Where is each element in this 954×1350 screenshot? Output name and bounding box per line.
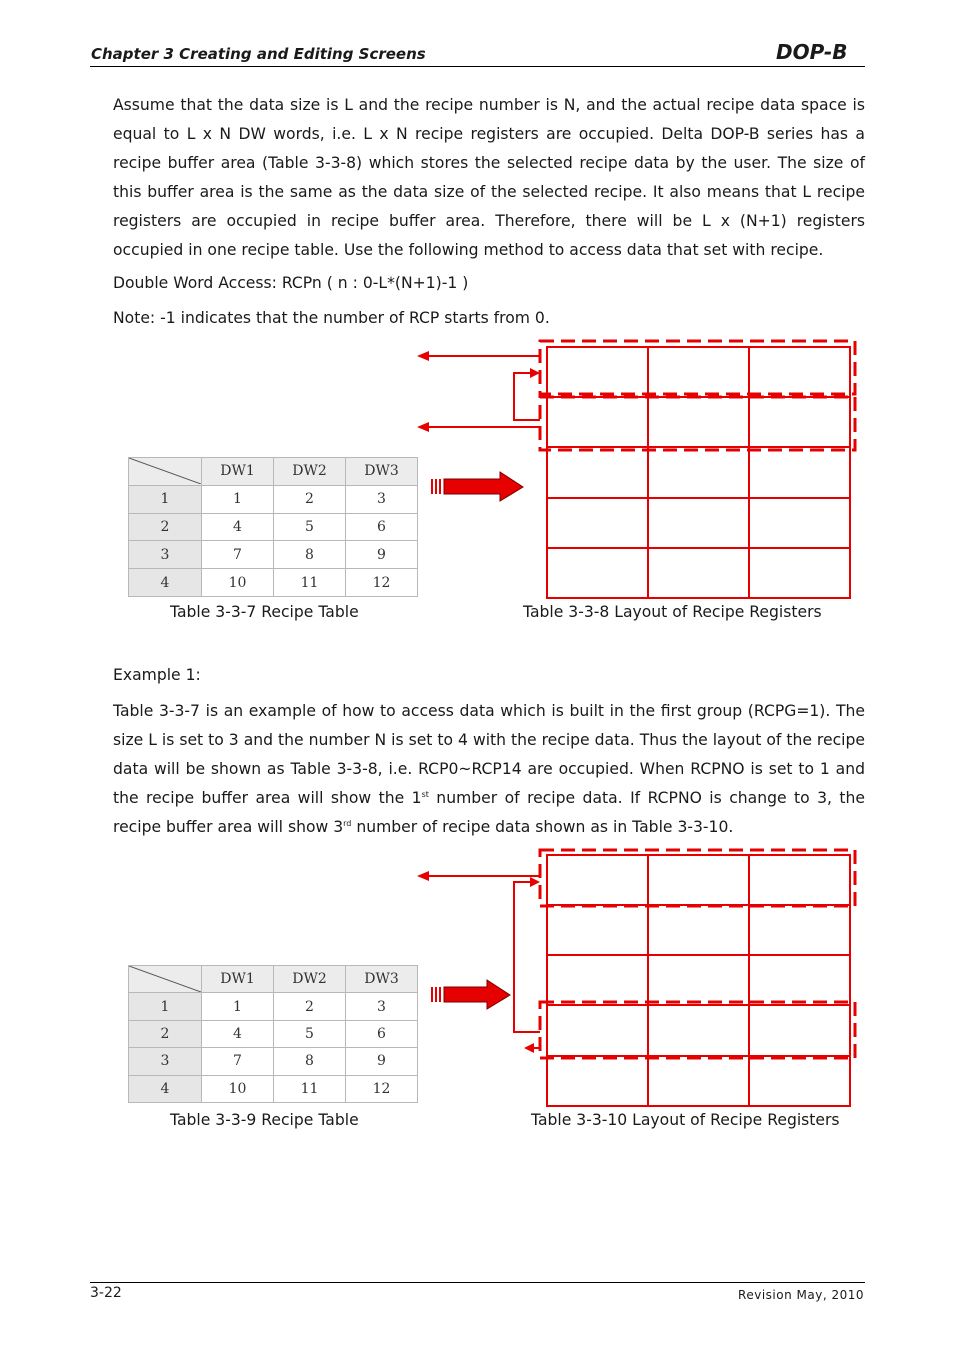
table-cell: 10 [202,1075,274,1102]
chapter-title: Chapter 3 Creating and Editing Screens [91,45,426,63]
table-row [129,993,418,1020]
table-corner [129,966,202,993]
table-cell: 9 [346,1048,418,1075]
register-grid [547,855,850,1106]
col-header: DW1 [202,458,274,486]
table-row [129,541,418,569]
table-cell: 6 [346,1020,418,1047]
table-cell: 7 [202,1048,274,1075]
table-row [129,513,418,541]
col-header: DW3 [346,966,418,993]
table-row [129,1048,418,1075]
table-cell: 12 [346,1075,418,1102]
col-header: DW2 [274,966,346,993]
dop-b-logo: DOP-B [776,40,848,64]
arrow-head-icon [417,871,429,881]
table-cell: 1 [202,485,274,513]
table-cell: 12 [346,569,418,597]
table-cell: 5 [274,1020,346,1047]
layout-caption-1: Table 3-3-8 Layout of Recipe Registers [523,603,822,621]
table-caption-2: Table 3-3-9 Recipe Table [170,1111,359,1129]
table-cell: 2 [274,485,346,513]
table-cell: 3 [346,993,418,1020]
page-number: 3-22 [90,1285,122,1301]
header-rule [90,66,865,67]
row-header: 3 [129,541,202,569]
row-header: 4 [129,569,202,597]
revision-label: Revision May, 2010 [738,1288,864,1302]
arrow-head-icon [524,1043,534,1053]
recipe-table-2 [128,965,418,1103]
table-row [129,569,418,597]
row-header: 4 [129,1075,202,1102]
table-cell: 7 [202,541,274,569]
table-cell: 1 [202,993,274,1020]
table-cell: 11 [274,1075,346,1102]
layout-caption-2: Table 3-3-10 Layout of Recipe Registers [531,1111,840,1129]
row-header: 1 [129,485,202,513]
block-arrow-icon [431,472,523,501]
recipe-table-1 [128,457,418,597]
table-cell: 3 [346,485,418,513]
table-caption-1: Table 3-3-7 Recipe Table [170,603,359,621]
table-cell: 8 [274,541,346,569]
buffer-area-outline [540,341,855,394]
table-corner [129,458,202,486]
table-cell: 4 [202,1020,274,1047]
footer-rule [90,1282,865,1283]
table-cell: 8 [274,1048,346,1075]
table-cell: 4 [202,513,274,541]
selected-recipe-outline [540,397,855,450]
block-arrow-icon [431,980,510,1009]
table-cell: 2 [274,993,346,1020]
selected-recipe-outline [540,1002,855,1058]
intro-paragraph: Assume that the data size is L and the recipe number is N, and the actual recipe data space is equal to L x N DW words, i.e. L x N recipe registers are occupied. Delta DOP-B series has a recipe buffer area (Table 3-3-8) which stores the selected recipe data by the user. The size of this buffer area is the same as the data size of the selected recipe. It also means that L recipe registers are occupied in recipe buffer area. Therefore, there will be L x (N+1) registers occupied in one recipe table. Use the following method to access data that set with recipe. [113,96,865,259]
row-header: 3 [129,1048,202,1075]
row-header: 2 [129,513,202,541]
table-row [129,1020,418,1047]
row-header: 2 [129,1020,202,1047]
table-cell: 9 [346,541,418,569]
table-cell: 5 [274,513,346,541]
example-paragraph: Table 3-3-7 is an example of how to access data which is built in the first group (RCPG=1). The size L is set to 3 and the number N is set to 4 with the recipe data. Thus the layout of the recipe data will be shown as Table 3-3-8, i.e. RCP0~RCP14 are occupied. When RCPNO is set to 1 and the recipe buffer area will show the 1st number of recipe data. If RCPNO is change to 3, the recipe buffer area will show 3rd number of recipe data shown as in Table 3-3-10. [113,702,866,836]
buffer-area-outline [540,850,855,906]
arrow-head-icon [530,877,540,887]
table-cell: 10 [202,569,274,597]
arrow-head-icon [417,422,429,432]
row-header: 1 [129,993,202,1020]
note-line: Note: -1 indicates that the number of RCP starts from 0. [113,309,550,327]
col-header: DW3 [346,458,418,486]
col-header: DW2 [274,458,346,486]
table-cell: 11 [274,569,346,597]
register-grid [547,347,850,598]
table-row [129,485,418,513]
arrow-head-icon [417,351,429,361]
example-label: Example 1: [113,666,201,684]
table-row [129,1075,418,1102]
arrow-head-icon [530,368,540,378]
col-header: DW1 [202,966,274,993]
table-cell: 6 [346,513,418,541]
access-line: Double Word Access: RCPn ( n : 0-L*(N+1)-1 ) [113,274,469,292]
